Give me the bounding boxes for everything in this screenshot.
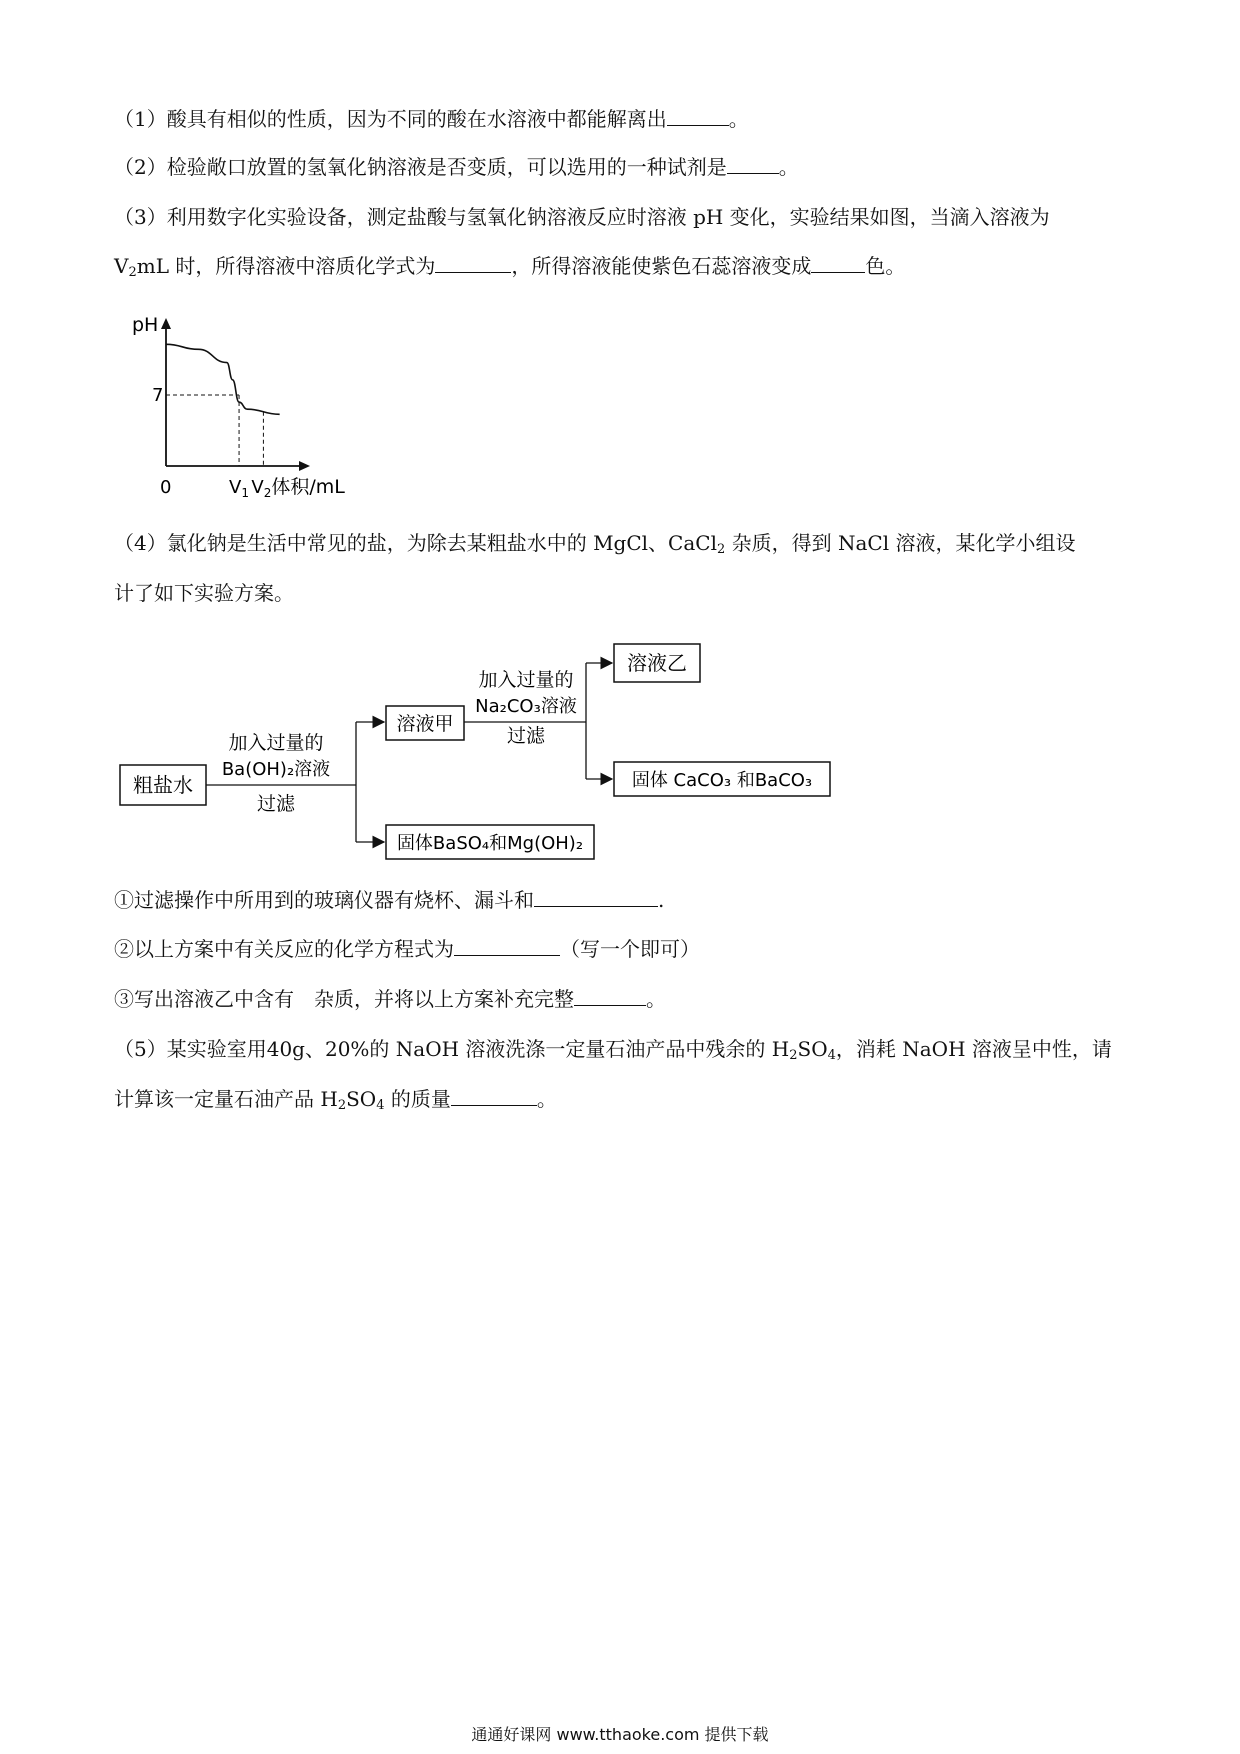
ph-chart	[120, 310, 360, 500]
question-4-text: （4）氯化钠是生活中常见的盐，为除去某粗盐水中的 MgCl、CaCl	[114, 531, 717, 555]
y-axis-label: pH	[132, 314, 159, 336]
answer-blank-5[interactable]	[451, 1087, 537, 1106]
step1-reagent-line2: Ba(OH)₂溶液	[221, 759, 331, 780]
question-5-line-1: （5）某实验室用40g、20%的 NaOH 溶液洗涤一定量石油产品中残余的 $H_2SO_4$，消耗 NaOH 溶液呈中性，请	[114, 1037, 1112, 1063]
step2-reagent-line2: Na₂CO₃溶液	[475, 696, 577, 717]
purification-flowchart	[116, 630, 896, 860]
step2-operation: 过滤	[506, 725, 546, 747]
answer-blank-4-3[interactable]	[574, 987, 646, 1006]
question-2-text: （2）检验敞口放置的氢氧化钠溶液是否变质，可以选用的一种试剂是	[114, 155, 727, 179]
box-crude-brine-label: 粗盐水	[133, 773, 193, 797]
answer-blank-4-1[interactable]	[534, 888, 658, 907]
y-axis-arrow	[161, 318, 171, 329]
question-4-sub-2: ②以上方案中有关反应的化学方程式为 （写一个即可）	[114, 937, 700, 961]
answer-blank-2[interactable]	[727, 155, 779, 174]
question-4-sub-1: ①过滤操作中所用到的玻璃仪器有烧杯、漏斗和 .	[114, 888, 665, 912]
question-3-line-1	[114, 204, 1050, 230]
x-tick-label-v2: $V_2$体积/mL	[251, 476, 345, 500]
answer-blank-4-2[interactable]	[454, 937, 560, 956]
question-2: （2）检验敞口放置的氢氧化钠溶液是否变质，可以选用的一种试剂是 。	[114, 155, 799, 179]
question-5-line-2: 计算该一定量石油产品 $H_2SO_4$ 的质量 。	[114, 1087, 557, 1113]
x-axis-arrow	[299, 461, 310, 471]
step1-operation: 过滤	[256, 793, 296, 815]
ph-curve-series	[166, 344, 280, 414]
box-solution-a-label: 溶液甲	[396, 713, 454, 735]
x-tick-label-v1: $V_1$	[229, 477, 250, 500]
box-solid-a-label: 固体BaSO₄和Mg(OH)₂	[396, 833, 584, 854]
answer-blank-3b[interactable]	[811, 254, 865, 273]
box-solution-b-label: 溶液乙	[627, 651, 687, 675]
y-tick-label-7: 7	[152, 385, 164, 406]
question-4-line-1: （4）氯化钠是生活中常见的盐，为除去某粗盐水中的 MgCl、CaCl$_2$ 杂质，得到 NaCl 溶液，某化学小组设	[114, 531, 1076, 557]
question-4-sub-3: ③写出溶液乙中含有 杂质，并将以上方案补充完整 。	[114, 987, 666, 1011]
question-4-line-2: 计了如下实验方案。	[114, 581, 294, 605]
page-footer: 通通好课网 www.tthaoke.com 提供下载	[471, 1725, 769, 1744]
box-solid-b-label: 固体 CaCO₃ 和BaCO₃	[631, 770, 813, 791]
step2-reagent-line1: 加入过量的	[478, 669, 574, 691]
question-3-text: （3）利用数字化实验设备，测定盐酸与氢氧化钠溶液反应时溶液 pH 变化，实验结果如图，当滴入溶液为	[114, 205, 1050, 229]
answer-blank-3a[interactable]	[435, 254, 511, 273]
step1-reagent-line1: 加入过量的	[228, 732, 324, 754]
answer-blank-1[interactable]	[667, 107, 729, 126]
origin-label: 0	[160, 477, 172, 498]
question-1: （1）酸具有相似的性质，因为不同的酸在水溶液中都能解离出 。	[114, 107, 749, 131]
question-3-line-2: $V_2mL$ 时，所得溶液中溶质化学式为 ，所得溶液能使紫色石蕊溶液变成 色。	[114, 254, 906, 280]
question-1-text: （1）酸具有相似的性质，因为不同的酸在水溶液中都能解离出	[114, 107, 667, 131]
